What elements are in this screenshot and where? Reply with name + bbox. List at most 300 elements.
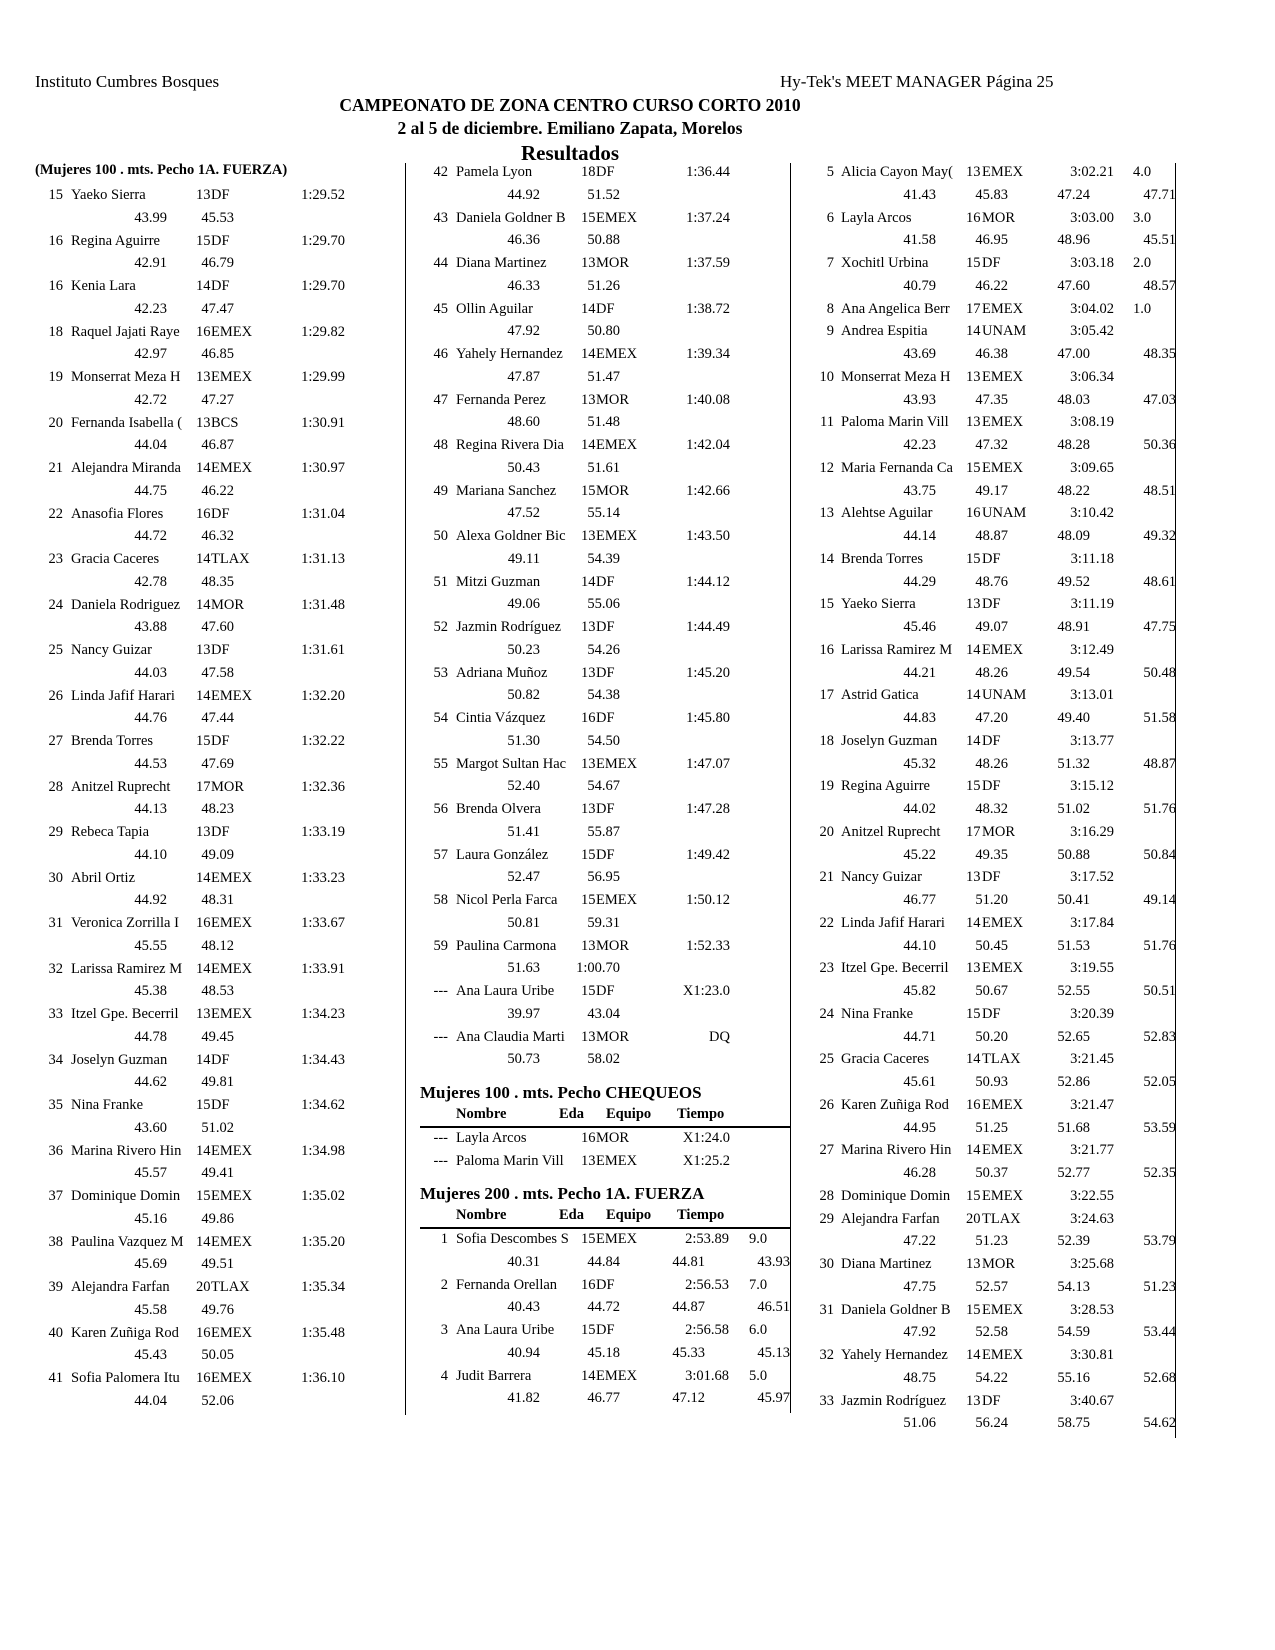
- split-time: 44.95: [903, 1119, 936, 1136]
- split-time: 49.41: [201, 1165, 234, 1182]
- age: 13: [966, 1392, 981, 1409]
- place: 55: [433, 755, 448, 772]
- split-time: 47.58: [201, 664, 234, 681]
- final-time: 3:16.29: [1070, 823, 1114, 840]
- split-time: 40.94: [507, 1344, 540, 1361]
- split-time: 51.23: [975, 1233, 1008, 1250]
- split-time: 56.24: [975, 1415, 1008, 1432]
- split-time: 55.87: [587, 823, 620, 840]
- final-time: 3:17.52: [1070, 869, 1114, 886]
- age: 15: [581, 209, 596, 226]
- split-time: 45.97: [757, 1390, 790, 1407]
- split-time: 48.87: [1143, 755, 1176, 772]
- split-time: 50.73: [507, 1051, 540, 1068]
- place: 27: [819, 1142, 834, 1159]
- place: 24: [48, 596, 63, 613]
- swimmer-name: Andrea Espitia: [841, 323, 928, 340]
- place: 15: [819, 596, 834, 613]
- age: 16: [196, 323, 211, 340]
- place: 11: [820, 414, 834, 431]
- split-time: 48.22: [1057, 482, 1090, 499]
- team: EMEX: [211, 960, 253, 977]
- place: 30: [819, 1256, 834, 1272]
- split-time: 54.26: [587, 641, 620, 658]
- age: 13: [581, 755, 596, 772]
- place: 23: [48, 551, 63, 567]
- split-time: 46.79: [201, 255, 234, 272]
- team: MOR: [211, 596, 245, 613]
- swimmer-name: Ana Angelica Berr: [841, 300, 950, 317]
- split-time: 45.55: [134, 937, 167, 954]
- split-time: 47.60: [201, 619, 234, 636]
- final-time: 1:36.44: [686, 164, 730, 180]
- result-row: [0, 1048, 1176, 1071]
- split-time: 50.51: [1143, 983, 1176, 999]
- place: 17: [819, 687, 834, 704]
- team: DF: [596, 664, 615, 681]
- age: 15: [966, 1187, 981, 1204]
- final-time: 1:32.36: [301, 778, 345, 795]
- age: 15: [581, 482, 596, 499]
- split-time: 49.86: [201, 1210, 234, 1227]
- result-row: [0, 866, 1176, 889]
- place: 5: [826, 164, 834, 180]
- organization-name: Instituto Cumbres Bosques: [35, 72, 220, 91]
- split-time: 46.51: [757, 1299, 790, 1316]
- split-time: 48.75: [903, 1369, 936, 1386]
- final-time: 3:11.18: [1070, 550, 1114, 567]
- team: DF: [211, 505, 230, 522]
- swimmer-name: Mitzi Guzman: [456, 573, 541, 590]
- swimmer-name: Marina Rivero Hin: [71, 1142, 182, 1159]
- place: 23: [819, 960, 834, 977]
- team: EMEX: [982, 1096, 1024, 1113]
- split-time: 51.61: [587, 459, 620, 476]
- swimmer-name: Dominique Domin: [71, 1188, 181, 1204]
- team: BCS: [211, 414, 239, 431]
- split-time: 49.76: [201, 1301, 234, 1318]
- team: EMEX: [211, 1188, 253, 1204]
- splits-row: [0, 1412, 1176, 1435]
- split-time: 47.75: [903, 1278, 936, 1295]
- split-time: 47.22: [903, 1233, 936, 1250]
- split-time: 48.53: [201, 983, 234, 1000]
- split-time: 45.58: [134, 1301, 167, 1318]
- swimmer-name: Karen Zuñiga Rod: [71, 1324, 179, 1341]
- team: TLAX: [982, 1051, 1021, 1068]
- team: EMEX: [982, 414, 1024, 431]
- split-time: 54.22: [975, 1369, 1008, 1386]
- final-time: 3:21.45: [1070, 1051, 1114, 1068]
- age: 16: [966, 505, 981, 522]
- result-row: [0, 957, 1176, 980]
- splits-row: [0, 1026, 1176, 1049]
- swimmer-name: Paloma Marin Vill: [456, 1152, 564, 1169]
- split-time: 41.82: [507, 1390, 540, 1407]
- final-time: 3:17.84: [1070, 914, 1114, 931]
- swimmer-name: Sofia Descombes S: [456, 1231, 569, 1247]
- swimmer-name: Alejandra Miranda: [71, 460, 181, 476]
- split-time: 45.82: [903, 983, 936, 999]
- age: 15: [581, 892, 596, 908]
- swimmer-name: Fernanda Orellan: [456, 1276, 558, 1293]
- final-time: 1:42.04: [686, 437, 730, 453]
- final-time: 3:28.53: [1070, 1301, 1114, 1318]
- split-time: 45.32: [903, 755, 936, 772]
- split-time: 45.83: [975, 186, 1008, 203]
- split-time: 51.76: [1143, 801, 1176, 817]
- age: 15: [966, 1301, 981, 1318]
- age: 16: [196, 1370, 211, 1386]
- place: 20: [48, 414, 63, 431]
- split-time: 44.21: [903, 664, 936, 681]
- split-time: 51.53: [1057, 937, 1090, 954]
- swimmer-name: Ana Laura Uribe: [456, 1322, 555, 1338]
- swimmer-name: Alehtse Aguilar: [841, 505, 933, 522]
- swimmer-name: Ana Claudia Marti: [456, 1028, 565, 1045]
- final-time: 1:47.07: [686, 755, 730, 772]
- swimmer-name: Brenda Torres: [841, 550, 924, 567]
- split-time: 51.58: [1143, 710, 1176, 726]
- splits-row: [0, 707, 1176, 730]
- split-time: 47.71: [1143, 186, 1176, 203]
- split-time: 50.82: [507, 687, 540, 704]
- team: DF: [982, 1005, 1001, 1022]
- team: DF: [596, 846, 615, 863]
- team: EMEX: [211, 369, 253, 385]
- split-time: 44.92: [134, 892, 167, 909]
- split-time: 40.31: [507, 1253, 540, 1270]
- split-time: 50.88: [587, 232, 620, 249]
- age: 16: [581, 710, 596, 726]
- split-time: 58.02: [587, 1051, 620, 1068]
- place: 29: [819, 1210, 834, 1227]
- place: 18: [819, 732, 834, 749]
- swimmer-name: Yahely Hernandez: [841, 1347, 948, 1363]
- split-time: 52.47: [507, 869, 540, 886]
- final-time: 1:38.72: [686, 300, 730, 317]
- place: 21: [48, 460, 63, 476]
- swimmer-name: Regina Aguirre: [71, 232, 160, 249]
- swimmer-name: Brenda Olvera: [456, 801, 541, 817]
- split-time: 54.39: [587, 550, 620, 567]
- age: 13: [196, 187, 211, 203]
- age: 14: [196, 551, 211, 567]
- split-time: 48.28: [1057, 437, 1090, 453]
- age: 20: [196, 1279, 211, 1295]
- age: 14: [196, 1142, 211, 1159]
- swimmer-name: Brenda Torres: [71, 733, 154, 749]
- swimmer-name: Linda Jafif Harari: [71, 687, 175, 704]
- final-time: 1:31.61: [301, 642, 345, 658]
- age: 14: [966, 1347, 981, 1363]
- final-time: 1:31.13: [301, 551, 345, 567]
- split-time: 47.52: [507, 505, 540, 522]
- split-time: 55.06: [587, 596, 620, 613]
- team: TLAX: [211, 1279, 250, 1295]
- age: 15: [196, 232, 211, 249]
- age: 13: [966, 414, 981, 431]
- swimmer-name: Regina Rivera Dia: [456, 437, 564, 453]
- split-time: 50.20: [975, 1028, 1008, 1045]
- place: 24: [819, 1005, 834, 1022]
- team: EMEX: [982, 960, 1024, 977]
- place: 37: [48, 1188, 63, 1204]
- result-row: [0, 252, 1176, 275]
- team: UNAM: [982, 323, 1027, 340]
- team: EMEX: [596, 528, 638, 544]
- split-time: 48.23: [201, 801, 234, 818]
- team: EMEX: [596, 892, 638, 908]
- place: 33: [819, 1392, 834, 1409]
- swimmer-name: Marina Rivero Hin: [841, 1142, 952, 1159]
- final-time: 1:34.98: [301, 1142, 345, 1159]
- split-time: 52.83: [1143, 1028, 1176, 1045]
- splits-row: [0, 1162, 1176, 1185]
- age: 14: [196, 687, 211, 704]
- split-time: 45.38: [134, 983, 167, 1000]
- final-time: 1:45.20: [686, 664, 730, 681]
- final-time: 1:40.08: [686, 391, 730, 408]
- place: ---: [433, 1130, 448, 1146]
- team: DF: [211, 232, 230, 249]
- swimmer-name: Margot Sultan Hac: [456, 755, 567, 772]
- place: 53: [433, 664, 448, 681]
- swimmer-name: Raquel Jajati Raye: [71, 323, 180, 340]
- final-time: 1:29.82: [301, 323, 345, 340]
- split-time: 48.51: [1143, 482, 1176, 499]
- final-time: 1:31.48: [301, 596, 345, 613]
- split-time: 54.59: [1057, 1324, 1090, 1341]
- split-time: 51.48: [587, 414, 620, 431]
- place: 3: [440, 1322, 448, 1338]
- final-time: 1:36.10: [301, 1370, 345, 1386]
- split-time: 49.35: [975, 846, 1008, 863]
- split-time: 48.26: [975, 755, 1008, 772]
- final-time: 3:30.81: [1070, 1347, 1114, 1363]
- team: UNAM: [982, 687, 1027, 704]
- place: 35: [48, 1097, 63, 1113]
- final-time: 1:49.42: [686, 846, 730, 863]
- swimmer-name: Layla Arcos: [841, 209, 912, 226]
- split-time: 50.84: [1143, 846, 1176, 863]
- team: MOR: [982, 823, 1016, 840]
- final-time: 1:50.12: [686, 892, 730, 908]
- team: EMEX: [211, 869, 253, 886]
- place: 15: [48, 187, 63, 203]
- split-time: 47.69: [201, 755, 234, 772]
- place: 59: [433, 937, 448, 954]
- split-time: 47.75: [1143, 619, 1176, 635]
- final-time: 3:04.02: [1070, 300, 1114, 317]
- split-time: 43.93: [757, 1253, 790, 1270]
- team: DF: [596, 1276, 615, 1293]
- split-time: 45.43: [134, 1347, 167, 1364]
- split-time: 43.88: [134, 619, 167, 636]
- team: DF: [596, 573, 615, 590]
- age: 13: [581, 801, 596, 817]
- split-time: 44.72: [134, 528, 167, 545]
- split-time: 46.22: [975, 277, 1008, 294]
- final-time: 3:03.00: [1070, 209, 1114, 226]
- result-row: [0, 502, 1176, 525]
- result-row: [0, 366, 1176, 389]
- final-time: 3:19.55: [1070, 960, 1114, 977]
- age: 13: [581, 255, 596, 271]
- final-time: X1:25.2: [682, 1152, 730, 1169]
- age: 14: [581, 1367, 596, 1384]
- final-time: 1:37.59: [686, 255, 730, 271]
- final-time: 1:33.23: [301, 869, 345, 886]
- split-time: 44.72: [587, 1299, 620, 1316]
- team: MOR: [596, 937, 630, 954]
- split-time: 50.81: [507, 914, 540, 931]
- split-time: 1:00.70: [576, 960, 620, 977]
- team: DF: [982, 596, 1001, 613]
- split-time: 47.27: [201, 391, 234, 408]
- place: 13: [819, 505, 834, 522]
- split-time: 49.81: [201, 1074, 234, 1091]
- result-row: [0, 1208, 1176, 1231]
- split-time: 47.12: [672, 1390, 705, 1407]
- split-time: 53.44: [1143, 1324, 1176, 1341]
- place: ---: [433, 1152, 448, 1169]
- swimmer-name: Daniela Rodriguez: [71, 596, 181, 613]
- swimmer-name: Veronica Zorrilla I: [71, 915, 179, 931]
- age: 14: [966, 1142, 981, 1159]
- swimmer-name: Pamela Lyon: [456, 164, 533, 180]
- final-time: 3:03.18: [1070, 255, 1114, 271]
- final-time: DQ: [709, 1028, 730, 1045]
- result-row: [0, 411, 1176, 434]
- swimmer-name: Layla Arcos: [456, 1130, 527, 1146]
- split-time: 46.28: [903, 1165, 936, 1181]
- split-time: 50.93: [975, 1074, 1008, 1090]
- split-time: 52.57: [975, 1278, 1008, 1295]
- final-time: 1:33.19: [301, 824, 345, 840]
- points: 1.0: [1133, 300, 1152, 317]
- split-time: 54.67: [587, 778, 620, 795]
- age: 13: [196, 414, 211, 431]
- split-time: 44.71: [903, 1028, 936, 1045]
- result-row: [0, 639, 1176, 662]
- split-time: 48.87: [975, 528, 1008, 544]
- split-time: 50.23: [507, 641, 540, 658]
- split-time: 48.12: [201, 937, 234, 954]
- swimmer-name: Laura González: [456, 846, 549, 863]
- team: DF: [596, 801, 615, 817]
- age: 17: [966, 823, 981, 840]
- team: EMEX: [982, 300, 1024, 317]
- result-row: [0, 457, 1176, 480]
- swimmer-name: Larissa Ramirez M: [71, 960, 183, 977]
- place: 46: [433, 346, 448, 362]
- splits-row: [0, 1071, 1176, 1094]
- split-time: 56.95: [587, 869, 620, 886]
- split-time: 51.47: [587, 368, 620, 385]
- place: 16: [48, 278, 63, 294]
- split-time: 46.95: [975, 232, 1008, 249]
- split-time: 47.92: [507, 323, 540, 340]
- swimmer-name: Rebeca Tapia: [71, 824, 150, 840]
- swimmer-name: Alejandra Farfan: [841, 1210, 940, 1227]
- final-time: 1:39.34: [686, 346, 730, 362]
- team: EMEX: [211, 460, 253, 476]
- splits-row: [0, 229, 1176, 252]
- final-time: 3:13.01: [1070, 687, 1114, 704]
- swimmer-name: Anasofia Flores: [71, 505, 164, 522]
- split-time: 47.44: [201, 710, 234, 727]
- place: 28: [819, 1187, 834, 1204]
- swimmer-name: Abril Ortiz: [71, 869, 136, 886]
- place: 33: [48, 1006, 63, 1022]
- split-time: 45.69: [134, 1256, 167, 1273]
- swimmer-name: Diana Martinez: [841, 1256, 932, 1272]
- split-time: 51.02: [201, 1119, 234, 1136]
- team: EMEX: [982, 1347, 1024, 1363]
- split-time: 47.87: [507, 368, 540, 385]
- swimmer-name: Joselyn Guzman: [841, 732, 938, 749]
- place: 28: [48, 778, 63, 795]
- swimmer-name: Paloma Marin Vill: [841, 414, 949, 431]
- result-row: [0, 821, 1176, 844]
- team: EMEX: [596, 755, 638, 772]
- team: EMEX: [211, 1324, 253, 1341]
- age: 14: [581, 346, 596, 362]
- swimmer-name: Kenia Lara: [71, 278, 136, 294]
- final-time: 1:30.97: [301, 460, 345, 476]
- final-time: 3:10.42: [1070, 505, 1114, 522]
- splits-row: [0, 616, 1176, 639]
- split-time: 48.35: [201, 573, 234, 590]
- place: 12: [819, 459, 834, 476]
- team: EMEX: [982, 368, 1024, 385]
- split-time: 51.06: [903, 1415, 936, 1432]
- team: DF: [211, 187, 230, 203]
- split-time: 46.87: [201, 437, 234, 454]
- team: EMEX: [982, 1142, 1024, 1159]
- split-time: 52.35: [1143, 1165, 1176, 1181]
- split-time: 50.43: [507, 459, 540, 476]
- place: 1: [440, 1231, 448, 1247]
- splits-row: [0, 1276, 1176, 1299]
- place: 45: [433, 300, 448, 317]
- final-time: 1:35.48: [301, 1324, 345, 1341]
- split-time: 40.79: [903, 277, 936, 294]
- split-time: 44.02: [903, 801, 936, 817]
- age: 13: [581, 528, 596, 544]
- final-time: 3:15.12: [1070, 778, 1114, 795]
- split-time: 54.62: [1143, 1415, 1176, 1432]
- split-time: 44.84: [587, 1253, 620, 1270]
- split-time: 47.20: [975, 710, 1008, 726]
- swimmer-name: Paulina Vazquez M: [71, 1233, 184, 1250]
- team: EMEX: [211, 1370, 253, 1386]
- age: 16: [196, 915, 211, 931]
- team: MOR: [596, 1130, 630, 1146]
- split-time: 49.54: [1057, 664, 1090, 681]
- split-time: 51.20: [975, 892, 1008, 908]
- split-time: 39.97: [507, 1005, 540, 1022]
- place: 20: [819, 823, 834, 840]
- split-time: 44.13: [134, 801, 167, 818]
- age: 14: [966, 732, 981, 749]
- swimmer-name: Larissa Ramirez M: [841, 641, 953, 658]
- split-time: 45.46: [903, 619, 936, 635]
- final-time: 1:32.20: [301, 687, 345, 704]
- split-time: 48.09: [1057, 528, 1090, 544]
- age: 15: [196, 733, 211, 749]
